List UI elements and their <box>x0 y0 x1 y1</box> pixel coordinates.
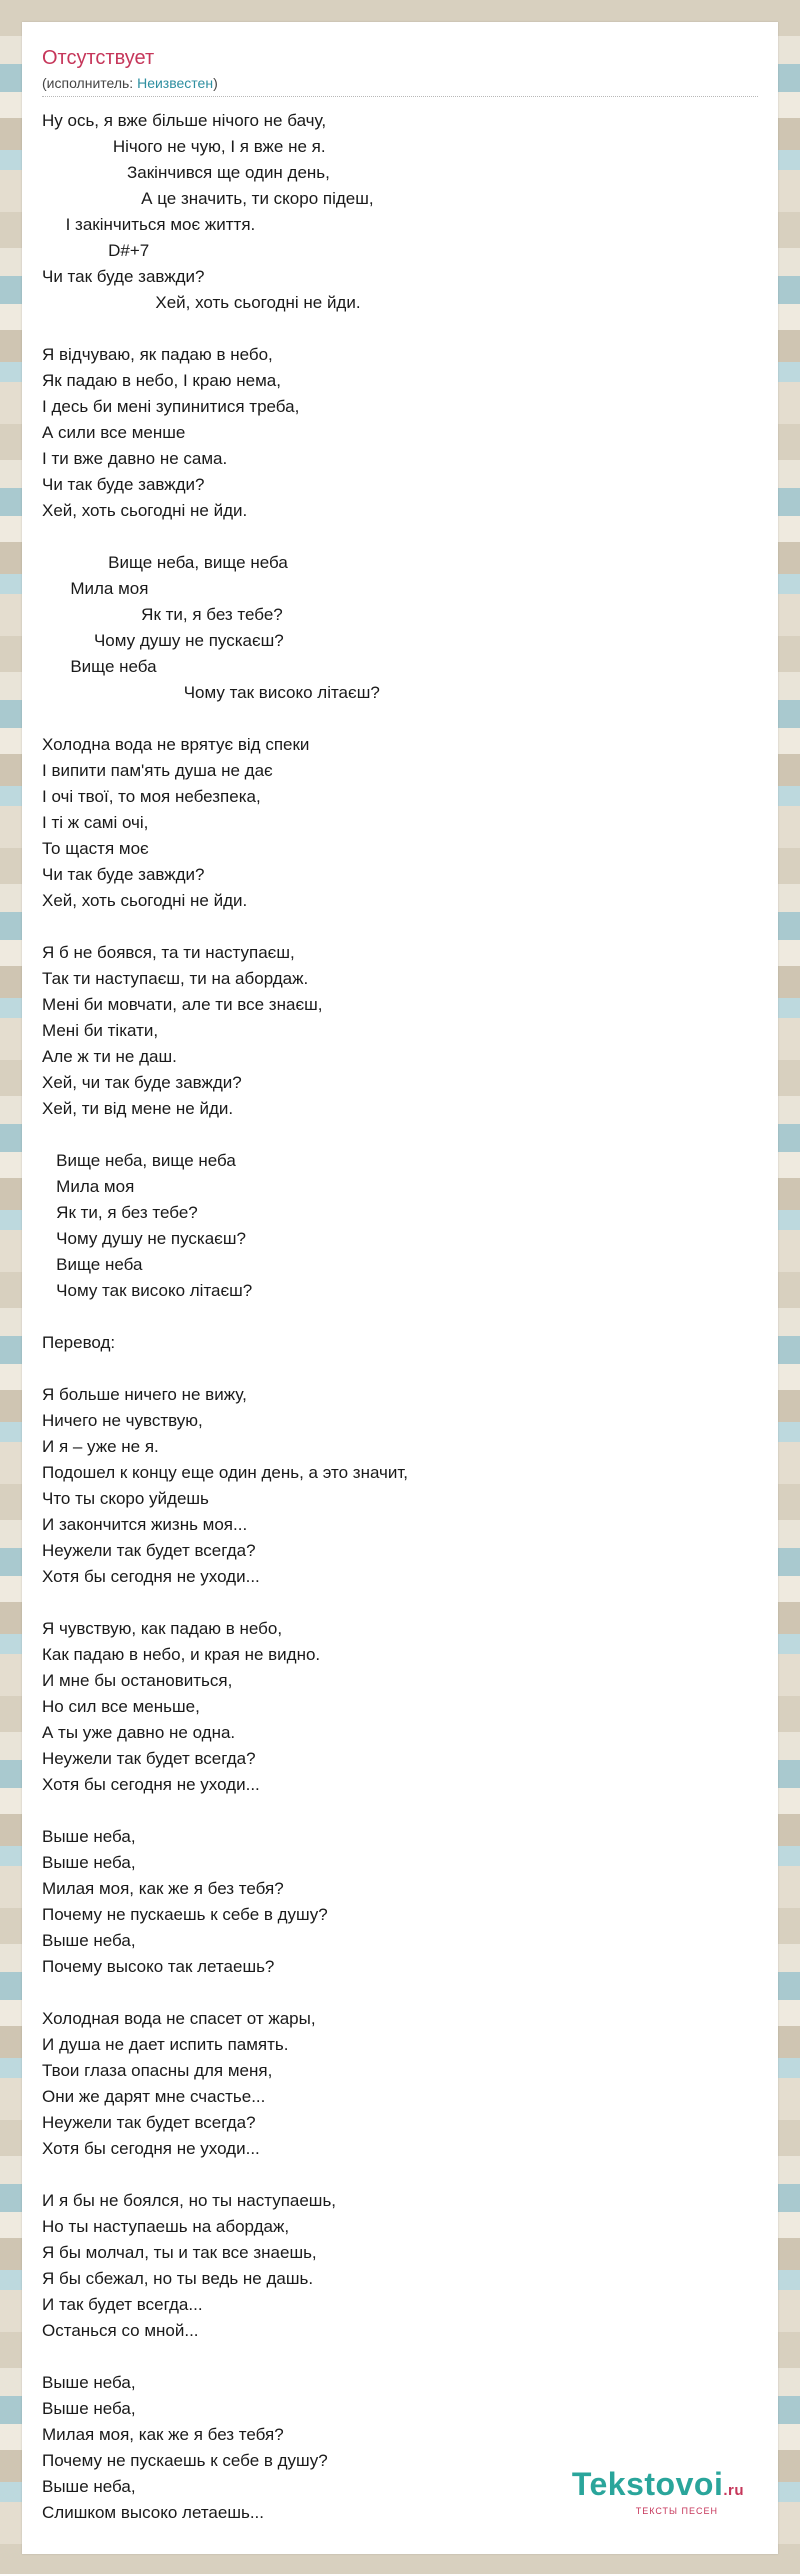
lyrics-text: Ну ось, я вже більше нічого не бачу, Нічого не чую, І я вже не я. Закінчився ще один день, А це значить, ти скоро підеш, І закінчиться моє життя. D#+7 Чи так буде завжди? Хей, хоть сьогодні не йди. Я відчуваю, як падаю в небо, Як падаю в небо, І краю нема, І десь би мені зупинитися треба, А сили все менше І ти вже давно не сама. Чи так буде завжди? Хей, хоть сьогодні не йди. Вище неба, вище неба Мила моя Як ти, я без тебе? Чому душу не пускаєш? Вище неба Чому так високо літаєш? Холодна вода не врятує від спеки І випити пам'ять душа не дає І очі твої, то моя небезпека, І ті ж самі очі, То щастя моє Чи так буде завжди? Хей, хоть сьогодні не йди. Я б не боявся, та ти наступаєш, Так ти наступаєш, ти на абордаж. Мені би мовчати, але ти все знаєш, Мені би тікати, Але ж ти не даш. Хей, чи так буде завжди? Хей, ти від мене не йди. Вище неба, вище неба Мила моя Як ти, я без тебе? Чому душу не пускаєш? Вище неба Чому так високо літаєш? Перевод: Я больше ничего не вижу, Ничего не чувствую, И я – уже не я. Подошел к концу еще один день, а это значит, Что ты скоро уйдешь И закончится жизнь моя... Неужели так будет всегда? Хотя бы сегодня не уходи... Я чувствую, как падаю в небо, Как падаю в небо, и края не видно. И мне бы остановиться, Но сил все меньше, А ты уже давно не одна. Неужели так будет всегда? Хотя бы сегодня не уходи... Выше неба, Выше неба, Милая моя, как же я без тебя? Почему не пускаешь к себе в душу? Выше неба, Почему высоко так летаешь? Холодная вода не спасет от жары, И душа не дает испить память. Твои глаза опасны для меня, Они же дарят мне счастье... Неужели так будет всегда? Хотя бы сегодня не уходи... И я бы не боялся, но ты наступаешь, Но ты наступаешь на абордаж, Я бы молчал, ты и так все знаешь, Я бы сбежал, но ты ведь не дашь. И так будет всегда... Останься со мной... Выше неба, Выше неба, Милая моя, как же я без тебя? Почему не пускаешь к себе в душу? Выше неба, Слишком высоко летаешь... <box>42 111 409 2522</box>
song-title: Отсутствует <box>42 47 155 69</box>
song-header <box>42 46 758 97</box>
logo-name: Tekstovoi <box>571 2466 724 2502</box>
artist-prefix: (исполнитель: <box>42 75 138 91</box>
artist-link[interactable]: Неизвестен <box>137 75 214 91</box>
logo-tagline: ТЕКСТЫ ПЕСЕН <box>635 2506 718 2516</box>
logo-wordmark <box>572 2467 744 2508</box>
artist-suffix: ) <box>213 75 218 91</box>
header-divider <box>42 96 758 97</box>
lyrics-page <box>22 22 778 2554</box>
site-logo[interactable] <box>572 2467 744 2516</box>
logo-tld: .ru <box>723 2482 744 2499</box>
artist-line <box>42 74 758 92</box>
